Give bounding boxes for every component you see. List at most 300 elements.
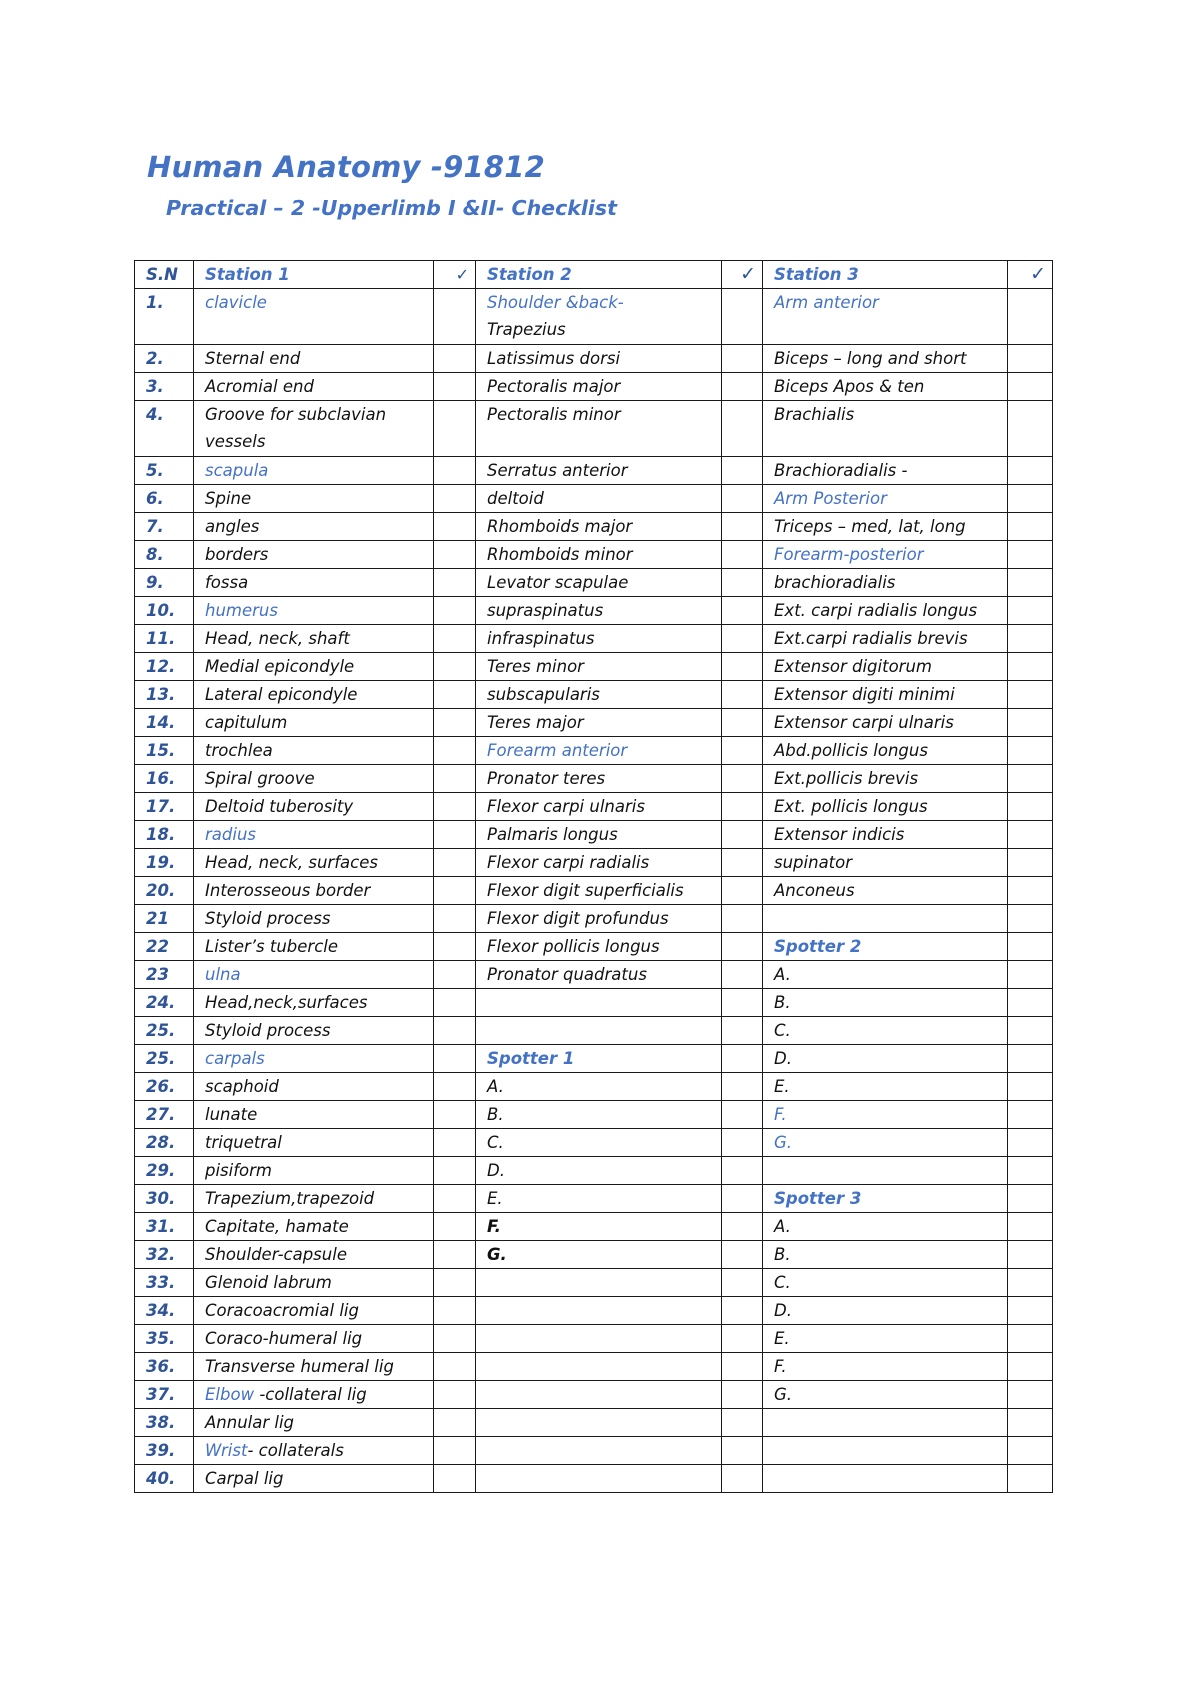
table-row (135, 1241, 1053, 1269)
checkbox-cell (434, 1297, 476, 1325)
checkbox-cell (722, 373, 763, 401)
table-row (135, 933, 1053, 961)
checkbox-cell (1008, 345, 1053, 373)
checkbox-cell (434, 1353, 476, 1381)
row-number: 32. (135, 1241, 194, 1269)
checkbox-cell (434, 1409, 476, 1437)
station-1-text: Deltoid tuberosity (205, 797, 354, 816)
table-row (135, 877, 1053, 905)
checkbox-cell (434, 1381, 476, 1409)
checkbox-cell (1008, 485, 1053, 513)
checkbox-cell (1008, 625, 1053, 653)
checkbox-cell (434, 625, 476, 653)
checkbox-cell (434, 989, 476, 1017)
station-1-text: Carpal lig (205, 1469, 284, 1488)
checkbox-cell (722, 541, 763, 569)
station-3-text: Extensor indicis (774, 825, 905, 844)
checkbox-cell (1008, 1241, 1053, 1269)
row-number: 18. (135, 821, 194, 849)
station-1-item (194, 1241, 434, 1269)
station-2-item (476, 765, 722, 793)
checkbox-cell (434, 1017, 476, 1045)
checkbox-cell (1008, 1073, 1053, 1101)
table-row (135, 1325, 1053, 1353)
station-1-text: Styloid process (205, 909, 331, 928)
checkbox-cell (434, 1045, 476, 1073)
station-3-text: Ext.carpi radialis brevis (774, 629, 968, 648)
checkbox-cell (722, 513, 763, 541)
station-3-item (763, 1297, 1008, 1325)
station-3-text: Triceps – med, lat, long (774, 517, 966, 536)
station-3-item (763, 1129, 1008, 1157)
station-1-text: lunate (205, 1105, 258, 1124)
station-2-item (476, 905, 722, 933)
checkbox-cell (434, 737, 476, 765)
table-row (135, 1045, 1053, 1073)
checkbox-cell (434, 793, 476, 821)
checkbox-cell (1008, 1157, 1053, 1185)
station-3-text: Extensor carpi ulnaris (774, 713, 954, 732)
station-2-text: Pectoralis minor (487, 405, 621, 424)
row-number: 15. (135, 737, 194, 765)
station-3-text: Extensor digitorum (774, 657, 932, 676)
station-3-item (763, 1409, 1008, 1437)
station-1-item (194, 1437, 434, 1465)
checkbox-cell (1008, 1325, 1053, 1353)
station-3-item (763, 1073, 1008, 1101)
checkbox-cell (434, 709, 476, 737)
station-1-text-suffix: -collateral lig (254, 1385, 367, 1404)
table-row (135, 401, 1053, 457)
row-number: 1. (135, 289, 194, 345)
station-1-item (194, 485, 434, 513)
row-number: 20. (135, 877, 194, 905)
station-1-item (194, 681, 434, 709)
station-1-text: Styloid process (205, 1021, 331, 1040)
station-2-item (476, 1465, 722, 1493)
station-3-text: Biceps – long and short (774, 349, 967, 368)
checkbox-cell (434, 1241, 476, 1269)
station-3-text: F. (774, 1105, 787, 1124)
checkbox-cell (1008, 541, 1053, 569)
station-3-item (763, 1465, 1008, 1493)
station-2-item (476, 1409, 722, 1437)
checkbox-cell (722, 765, 763, 793)
row-number: 6. (135, 485, 194, 513)
row-number: 16. (135, 765, 194, 793)
station-1-text: Acromial end (205, 377, 314, 396)
checkbox-cell (434, 653, 476, 681)
checkbox-cell (434, 821, 476, 849)
station-3-text: Biceps Apos & ten (774, 377, 925, 396)
checkbox-cell (722, 1269, 763, 1297)
station-1-text: Glenoid labrum (205, 1273, 332, 1292)
checkbox-cell (722, 1073, 763, 1101)
checkbox-cell (1008, 681, 1053, 709)
station-3-text: C. (774, 1273, 791, 1292)
row-number: 33. (135, 1269, 194, 1297)
station-2-text: Pronator quadratus (487, 965, 647, 984)
table-row (135, 569, 1053, 597)
station-3-item (763, 1325, 1008, 1353)
checkbox-cell (1008, 989, 1053, 1017)
station-3-item (763, 933, 1008, 961)
station-3-text: D. (774, 1301, 792, 1320)
checkbox-cell (1008, 1185, 1053, 1213)
header-station-3: Station 3 (763, 261, 1008, 289)
table-row (135, 625, 1053, 653)
checkbox-cell (434, 905, 476, 933)
table-row (135, 289, 1053, 345)
station-1-text: Head, neck, shaft (205, 629, 350, 648)
station-3-item (763, 1017, 1008, 1045)
table-row (135, 849, 1053, 877)
station-2-text: Shoulder &back- (487, 293, 624, 312)
row-number: 30. (135, 1185, 194, 1213)
station-1-text: Interosseous border (205, 881, 371, 900)
station-2-text: Flexor carpi radialis (487, 853, 650, 872)
station-3-item (763, 961, 1008, 989)
checkbox-cell (722, 457, 763, 485)
table-row (135, 485, 1053, 513)
station-1-item (194, 905, 434, 933)
station-3-item (763, 765, 1008, 793)
station-1-item (194, 625, 434, 653)
station-3-text: Anconeus (774, 881, 855, 900)
station-3-item (763, 401, 1008, 457)
header-sn: S.N (135, 261, 194, 289)
checkbox-cell (1008, 849, 1053, 877)
table-row (135, 1017, 1053, 1045)
table-row (135, 1185, 1053, 1213)
station-1-text: Coracoacromial lig (205, 1301, 359, 1320)
checkbox-cell (722, 625, 763, 653)
table-row (135, 457, 1053, 485)
station-1-text: Coraco-humeral lig (205, 1329, 363, 1348)
station-1-item (194, 1073, 434, 1101)
station-2-item (476, 1073, 722, 1101)
station-1-text: Trapezium,trapezoid (205, 1189, 375, 1208)
station-2-item (476, 1381, 722, 1409)
station-2-item (476, 1157, 722, 1185)
table-row (135, 1409, 1053, 1437)
row-number: 3. (135, 373, 194, 401)
row-number: 37. (135, 1381, 194, 1409)
row-number: 9. (135, 569, 194, 597)
station-2-item (476, 345, 722, 373)
header-station-1: Station 1 (194, 261, 434, 289)
station-3-item (763, 1101, 1008, 1129)
row-number: 12. (135, 653, 194, 681)
checkmark-icon: ✓ (1030, 263, 1046, 285)
table-row (135, 373, 1053, 401)
station-2-item (476, 1045, 722, 1073)
station-2-text-line-2: Trapezius (487, 320, 566, 339)
table-row (135, 1213, 1053, 1241)
table-row (135, 821, 1053, 849)
station-3-item (763, 905, 1008, 933)
station-2-item (476, 1185, 722, 1213)
station-2-text: Pectoralis major (487, 377, 621, 396)
row-number: 39. (135, 1437, 194, 1465)
station-3-item (763, 1437, 1008, 1465)
station-2-item (476, 961, 722, 989)
station-2-item (476, 373, 722, 401)
checkbox-cell (722, 1297, 763, 1325)
table-row (135, 1269, 1053, 1297)
checkbox-cell (1008, 373, 1053, 401)
station-2-text: B. (487, 1105, 504, 1124)
checkbox-cell (434, 1213, 476, 1241)
station-1-text: humerus (205, 601, 278, 620)
checkmark-icon: ✓ (740, 263, 756, 285)
document-title: Human Anatomy -91812 (147, 150, 546, 184)
table-row (135, 989, 1053, 1017)
checkbox-cell (722, 597, 763, 625)
station-1-text: Groove for subclavian vessels (205, 405, 387, 451)
checkbox-cell (1008, 821, 1053, 849)
checkbox-cell (434, 289, 476, 345)
checkbox-cell (434, 1325, 476, 1353)
station-3-item (763, 597, 1008, 625)
checkbox-cell (722, 1241, 763, 1269)
station-1-item (194, 1409, 434, 1437)
table-row (135, 1353, 1053, 1381)
table-row (135, 1101, 1053, 1129)
station-3-item (763, 1353, 1008, 1381)
station-3-text: Spotter 3 (774, 1189, 862, 1208)
station-2-text: Latissimus dorsi (487, 349, 621, 368)
checkbox-cell (722, 485, 763, 513)
station-1-item (194, 1129, 434, 1157)
station-3-item (763, 793, 1008, 821)
table-row (135, 653, 1053, 681)
station-3-text: Forearm-posterior (774, 545, 924, 564)
station-2-text: G. (487, 1245, 507, 1264)
table-row (135, 513, 1053, 541)
station-3-text: Ext. pollicis longus (774, 797, 928, 816)
station-2-item (476, 737, 722, 765)
station-1-text: Lateral epicondyle (205, 685, 358, 704)
table-row (135, 765, 1053, 793)
station-1-item (194, 1185, 434, 1213)
table-row (135, 345, 1053, 373)
checkbox-cell (434, 1465, 476, 1493)
station-2-item (476, 1269, 722, 1297)
checkbox-cell (722, 989, 763, 1017)
station-2-text: Palmaris longus (487, 825, 618, 844)
checkbox-cell (722, 905, 763, 933)
checkbox-cell (722, 1465, 763, 1493)
checkbox-cell (1008, 737, 1053, 765)
checkbox-cell (722, 737, 763, 765)
station-1-item (194, 597, 434, 625)
station-2-text: Rhomboids minor (487, 545, 633, 564)
station-1-text: carpals (205, 1049, 265, 1068)
station-1-item (194, 1101, 434, 1129)
row-number: 28. (135, 1129, 194, 1157)
station-3-item (763, 289, 1008, 345)
station-1-item (194, 709, 434, 737)
station-1-text: Sternal end (205, 349, 301, 368)
row-number: 8. (135, 541, 194, 569)
checkbox-cell (722, 877, 763, 905)
station-1-text: fossa (205, 573, 249, 592)
station-3-text: F. (774, 1357, 787, 1376)
station-1-item (194, 541, 434, 569)
checkbox-cell (1008, 1381, 1053, 1409)
checkbox-cell (1008, 1213, 1053, 1241)
checkbox-cell (434, 1185, 476, 1213)
station-1-item (194, 1157, 434, 1185)
station-1-item (194, 1381, 434, 1409)
row-number: 19. (135, 849, 194, 877)
checkbox-cell (434, 1157, 476, 1185)
station-2-item (476, 1437, 722, 1465)
checkbox-cell (722, 1129, 763, 1157)
station-2-item (476, 653, 722, 681)
station-1-text: clavicle (205, 293, 267, 312)
station-3-item (763, 1381, 1008, 1409)
row-number: 36. (135, 1353, 194, 1381)
station-3-item (763, 1185, 1008, 1213)
station-2-text: Serratus anterior (487, 461, 628, 480)
checkbox-cell (722, 653, 763, 681)
station-1-item (194, 1017, 434, 1045)
station-1-text: triquetral (205, 1133, 282, 1152)
station-2-text: subscapularis (487, 685, 600, 704)
station-2-item (476, 569, 722, 597)
station-3-text: B. (774, 1245, 791, 1264)
checkbox-cell (434, 1269, 476, 1297)
station-3-text: C. (774, 1021, 791, 1040)
row-number: 22 (135, 933, 194, 961)
row-number: 23 (135, 961, 194, 989)
station-2-text: Teres minor (487, 657, 584, 676)
station-2-item (476, 1101, 722, 1129)
station-3-text: brachioradialis (774, 573, 896, 592)
row-number: 25. (135, 1017, 194, 1045)
row-number: 38. (135, 1409, 194, 1437)
station-1-text: scapula (205, 461, 269, 480)
checkbox-cell (1008, 597, 1053, 625)
station-1-item (194, 737, 434, 765)
station-3-text: Spotter 2 (774, 937, 862, 956)
row-number: 34. (135, 1297, 194, 1325)
checkbox-cell (1008, 513, 1053, 541)
checkbox-cell (722, 1045, 763, 1073)
checkbox-cell (434, 401, 476, 457)
station-1-item (194, 849, 434, 877)
row-number: 26. (135, 1073, 194, 1101)
station-2-text: Forearm anterior (487, 741, 628, 760)
station-2-text: Teres major (487, 713, 584, 732)
checkbox-cell (722, 569, 763, 597)
station-2-text: supraspinatus (487, 601, 604, 620)
row-number: 5. (135, 457, 194, 485)
table-row (135, 737, 1053, 765)
row-number: 35. (135, 1325, 194, 1353)
checkbox-cell (722, 1381, 763, 1409)
checkbox-cell (1008, 401, 1053, 457)
checkbox-cell (434, 457, 476, 485)
station-3-item (763, 1157, 1008, 1185)
checkbox-cell (722, 821, 763, 849)
document-subtitle: Practical – 2 -Upperlimb I &II- Checklist (166, 196, 617, 220)
station-1-text: Shoulder-capsule (205, 1245, 347, 1264)
station-2-text: Levator scapulae (487, 573, 629, 592)
station-1-item (194, 1353, 434, 1381)
station-3-item (763, 709, 1008, 737)
station-2-text: deltoid (487, 489, 544, 508)
station-3-item (763, 989, 1008, 1017)
station-3-item (763, 737, 1008, 765)
station-3-item (763, 821, 1008, 849)
station-3-item (763, 625, 1008, 653)
station-1-item (194, 793, 434, 821)
station-2-item (476, 513, 722, 541)
station-1-text: pisiform (205, 1161, 272, 1180)
station-2-item (476, 849, 722, 877)
station-1-item (194, 821, 434, 849)
station-2-text: A. (487, 1077, 504, 1096)
row-number: 27. (135, 1101, 194, 1129)
station-3-text: supinator (774, 853, 853, 872)
row-number: 17. (135, 793, 194, 821)
station-1-text: Transverse humeral lig (205, 1357, 394, 1376)
station-2-text: infraspinatus (487, 629, 595, 648)
header-check-1 (434, 261, 476, 289)
station-3-item (763, 541, 1008, 569)
table-row (135, 1297, 1053, 1325)
station-1-item (194, 345, 434, 373)
station-2-text: F. (487, 1217, 501, 1236)
station-3-item (763, 513, 1008, 541)
station-3-text: Abd.pollicis longus (774, 741, 928, 760)
table-row (135, 1381, 1053, 1409)
checkbox-cell (1008, 765, 1053, 793)
header-check-2 (722, 261, 763, 289)
checkbox-cell (722, 289, 763, 345)
station-2-text: D. (487, 1161, 505, 1180)
station-3-text: Brachialis (774, 405, 855, 424)
station-1-item (194, 653, 434, 681)
table-row (135, 1157, 1053, 1185)
station-1-item (194, 933, 434, 961)
table-row (135, 541, 1053, 569)
row-number: 4. (135, 401, 194, 457)
row-number: 21 (135, 905, 194, 933)
row-number: 29. (135, 1157, 194, 1185)
station-1-text: radius (205, 825, 257, 844)
station-2-item (476, 1325, 722, 1353)
header-station-2: Station 2 (476, 261, 722, 289)
station-1-item (194, 877, 434, 905)
station-1-item (194, 1045, 434, 1073)
checkmark-icon: ✓ (455, 265, 469, 284)
checkbox-cell (434, 877, 476, 905)
checkbox-cell (1008, 289, 1053, 345)
checkbox-cell (1008, 569, 1053, 597)
checkbox-cell (1008, 1409, 1053, 1437)
table-row (135, 709, 1053, 737)
checkbox-cell (1008, 457, 1053, 485)
table-row (135, 961, 1053, 989)
checkbox-cell (722, 1409, 763, 1437)
checkbox-cell (722, 1353, 763, 1381)
station-1-text: Capitate, hamate (205, 1217, 349, 1236)
table-row (135, 1073, 1053, 1101)
